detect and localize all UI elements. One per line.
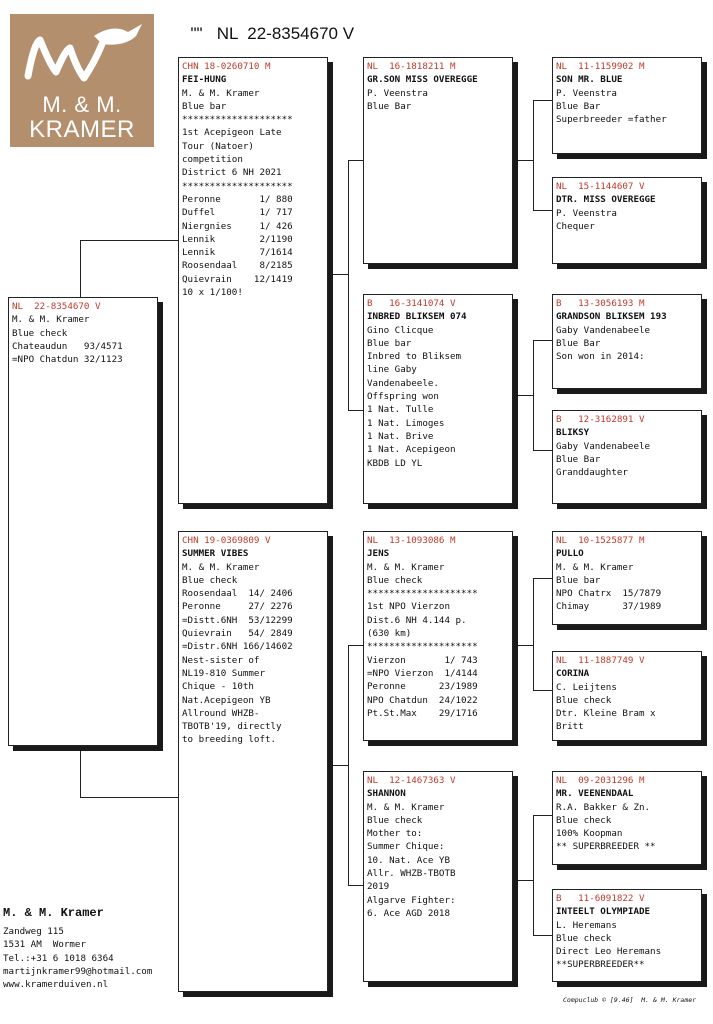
card-ds-sire[interactable] xyxy=(552,531,702,625)
card-ds-dam[interactable] xyxy=(552,651,702,741)
detail-line: M. & M. Kramer xyxy=(367,561,445,573)
ring-number: NL 15-1144607 V xyxy=(556,181,645,192)
logo-text-1: M. & M. xyxy=(42,92,122,117)
detail-line: Vierzon 1/ 743 xyxy=(367,654,478,666)
card-subject[interactable] xyxy=(8,297,158,746)
ring-number: NL 10-1525877 M xyxy=(556,535,645,546)
ring-number: B 13-3056193 M xyxy=(556,298,645,309)
owner-address: Zandweg 115 xyxy=(3,926,64,937)
detail-line: Blue Bar xyxy=(556,337,601,349)
connector xyxy=(533,210,552,211)
detail-line: 2019 xyxy=(367,881,390,893)
connector xyxy=(80,746,81,798)
connector xyxy=(533,340,552,341)
owner-city: 1531 AM Wormer xyxy=(3,939,86,951)
detail-line: Direct Leo Heremans xyxy=(556,946,662,958)
detail-line: Quievrain 54/ 2849 xyxy=(182,628,293,640)
detail-line: Blue check xyxy=(367,574,423,586)
connector xyxy=(533,340,534,450)
detail-line: R.A. Bakker & Zn. xyxy=(556,801,651,813)
owner-phone: Tel.:+31 6 1018 6364 xyxy=(3,952,114,964)
detail-line: Nat.Acepigeon YB xyxy=(182,694,271,706)
detail-line: Britt xyxy=(556,721,584,733)
detail-line: Blue bar xyxy=(556,574,601,586)
detail-line: Blue check xyxy=(556,814,612,826)
detail-line: Inbred to Bliksem xyxy=(367,351,462,363)
card-dam[interactable] xyxy=(178,531,328,992)
detail-line: =Distr.6NH 166/14602 xyxy=(182,641,293,653)
detail-line: Gaby Vandenabeele xyxy=(556,440,651,452)
detail-line: 1 Nat. Tulle xyxy=(367,404,434,416)
detail-line: Son won in 2014: xyxy=(556,351,645,363)
ring-number: NL 11-1887749 V xyxy=(556,655,645,666)
detail-line: Quievrain 12/1419 xyxy=(182,273,293,285)
pigeon-name: SHANNON xyxy=(367,788,406,800)
detail-line: Blue bar xyxy=(182,100,227,112)
owner-email[interactable]: martijnkramer99@hotmail.com xyxy=(3,965,153,977)
connector xyxy=(328,765,348,766)
pigeon-name: JENS xyxy=(367,548,390,560)
connector xyxy=(80,240,81,297)
connector xyxy=(533,100,552,101)
detail-line: Peronne 27/ 2276 xyxy=(182,601,293,613)
connector xyxy=(348,645,363,646)
detail-line: Gino Clicque xyxy=(367,324,434,336)
connector xyxy=(513,395,533,396)
pigeon-name: DTR. MISS OVEREGGE xyxy=(556,194,656,206)
pigeon-name: SON MR. BLUE xyxy=(556,74,623,86)
pigeon-name: INBRED BLIKSEM 074 xyxy=(367,311,467,323)
detail-line: M. & M. Kramer xyxy=(182,561,260,573)
owner-website[interactable]: www.kramerduiven.nl xyxy=(3,979,109,991)
detail-line: 10 x 1/100! xyxy=(182,287,243,299)
pigeon-name: CORINA xyxy=(556,668,590,680)
detail-line: 6. Ace AGD 2018 xyxy=(367,907,450,919)
detail-line: Peronne 1/ 880 xyxy=(182,193,293,205)
detail-line: ******************** xyxy=(367,588,478,600)
detail-line: Granddaughter xyxy=(556,467,628,479)
detail-line: Blue check xyxy=(556,932,612,944)
connector xyxy=(348,160,363,161)
card-dd-dam[interactable] xyxy=(552,889,702,982)
detail-line: Duffel 1/ 717 xyxy=(182,207,293,219)
connector xyxy=(348,410,363,411)
detail-line: Blue check xyxy=(367,814,423,826)
detail-line: Allround WHZB- xyxy=(182,707,260,719)
logo xyxy=(10,14,154,147)
pigeon-name: INTEELT OLYMPIADE xyxy=(556,906,651,918)
detail-line: 1 Nat. Brive xyxy=(367,430,434,442)
pigeon-name: GRANDSON BLIKSEM 193 xyxy=(556,311,667,323)
detail-line: Blue bar xyxy=(367,337,412,349)
detail-line: M. & M. Kramer xyxy=(12,314,90,326)
detail-line: Roosendaal 14/ 2406 xyxy=(182,588,293,600)
ring-number: NL 09-2031296 M xyxy=(556,775,645,786)
pigeon-name: MR. VEENENDAAL xyxy=(556,788,634,800)
pigeon-icon xyxy=(10,14,154,94)
detail-line: 1 Nat. Limoges xyxy=(367,417,445,429)
detail-line: Vandenabeele. xyxy=(367,377,439,389)
connector xyxy=(513,880,533,881)
detail-line: Gaby Vandenabeele xyxy=(556,324,651,336)
ring-number: NL 13-1093086 M xyxy=(367,535,456,546)
detail-line: 1st Acepigeon Late xyxy=(182,127,282,139)
detail-line: Offspring won xyxy=(367,391,439,403)
detail-line: Chequer xyxy=(556,220,595,232)
detail-line: =Distt.6NH 53/12299 xyxy=(182,614,293,626)
connector xyxy=(533,815,534,935)
owner-name: M. & M. Kramer xyxy=(3,906,104,920)
ring-number: NL 16-1818211 M xyxy=(367,61,456,72)
detail-line: Roosendaal 8/2185 xyxy=(182,260,293,272)
card-sd-dam[interactable] xyxy=(552,410,702,504)
detail-line: Tour (Natoer) xyxy=(182,140,254,152)
pigeon-name: PULLO xyxy=(556,548,584,560)
detail-line: TBOTB'19, directly xyxy=(182,721,282,733)
detail-line: Nest-sister of xyxy=(182,654,260,666)
detail-line: P. Veenstra xyxy=(556,87,617,99)
detail-line: to breeding loft. xyxy=(182,734,277,746)
card-sd-sire[interactable] xyxy=(552,294,702,389)
detail-line: line Gaby xyxy=(367,364,417,376)
pigeon-name: SUMMER VIBES xyxy=(182,548,249,560)
detail-line: ******************** xyxy=(182,114,293,126)
title-prefix: "" xyxy=(190,24,203,43)
detail-line: District 6 NH 2021 xyxy=(182,167,282,179)
detail-line: M. & M. Kramer xyxy=(556,561,634,573)
pigeon-name: BLIKSY xyxy=(556,427,590,439)
detail-line: 100% Koopman xyxy=(556,828,623,840)
detail-line: M. & M. Kramer xyxy=(367,801,445,813)
ring-number: CHN 19-0369809 V xyxy=(182,535,271,546)
connector xyxy=(533,100,534,210)
detail-line: Allr. WHZB-TBOTB xyxy=(367,868,456,880)
detail-line: Blue check xyxy=(182,574,238,586)
detail-line: Lennik 7/1614 xyxy=(182,247,293,259)
ring-number: NL 12-1467363 V xyxy=(367,775,456,786)
owner-details xyxy=(3,925,152,991)
detail-line: =NPO Vierzon 1/4144 xyxy=(367,667,478,679)
ring-number: B 16-3141074 V xyxy=(367,298,456,309)
detail-line: 1 Nat. Acepigeon xyxy=(367,444,456,456)
pigeon-name: FEI-HUNG xyxy=(182,74,227,86)
ring-number: B 12-3162891 V xyxy=(556,414,645,425)
connector xyxy=(513,645,533,646)
connector xyxy=(533,690,552,691)
detail-line: Superbreeder =father xyxy=(556,114,667,126)
detail-line: P. Veenstra xyxy=(556,207,617,219)
ring-number: NL 11-1159902 M xyxy=(556,61,645,72)
connector xyxy=(348,885,363,886)
detail-line: Chateaudun 93/4571 xyxy=(12,340,123,352)
card-sire[interactable] xyxy=(178,57,328,504)
connector xyxy=(533,578,552,579)
connector xyxy=(533,578,534,690)
detail-line: Blue Bar xyxy=(556,100,601,112)
connector xyxy=(348,645,349,885)
card-sire-dam[interactable] xyxy=(363,294,513,504)
ring-number: CHN 18-0260710 M xyxy=(182,61,271,72)
pigeon-name: GR.SON MISS OVEREGGE xyxy=(367,74,478,86)
detail-line: NL19-810 Summer xyxy=(182,667,265,679)
detail-line: P. Veenstra xyxy=(367,87,428,99)
detail-line: Mother to: xyxy=(367,828,423,840)
card-ss-sire[interactable] xyxy=(552,57,702,154)
detail-line: M. & M. Kramer xyxy=(182,87,260,99)
detail-line: =NPO Chatdun 32/1123 xyxy=(12,354,123,366)
detail-line: **SUPERBREEDER** xyxy=(556,959,645,971)
detail-line: Blue check xyxy=(12,327,68,339)
detail-line: (630 km) xyxy=(367,628,412,640)
detail-line: Chique - 10th xyxy=(182,681,254,693)
card-dam-dam[interactable] xyxy=(363,771,513,982)
detail-line: NPO Chatdun 24/1022 xyxy=(367,694,478,706)
detail-line: 10. Nat. Ace YB xyxy=(367,854,450,866)
connector xyxy=(513,160,533,161)
detail-line: 1st NPO Vierzon xyxy=(367,601,450,613)
detail-line: KBDB LD YL xyxy=(367,457,423,469)
detail-line: L. Heremans xyxy=(556,919,617,931)
detail-line: ******************** xyxy=(182,180,293,192)
ring-number: NL 22-8354670 V xyxy=(12,301,101,312)
detail-line: competition xyxy=(182,154,243,166)
detail-line: Blue check xyxy=(556,694,612,706)
detail-line: Pt.St.Max 29/1716 xyxy=(367,707,478,719)
detail-line: Dist.6 NH 4.144 p. xyxy=(367,614,467,626)
connector xyxy=(533,815,552,816)
detail-line: C. Leijtens xyxy=(556,681,617,693)
detail-line: Dtr. Kleine Bram x xyxy=(556,708,656,720)
detail-line: Peronne 23/1989 xyxy=(367,681,478,693)
connector xyxy=(533,935,552,936)
connector xyxy=(533,450,552,451)
detail-line: Lennik 2/1190 xyxy=(182,233,293,245)
detail-line: Summer Chique: xyxy=(367,841,445,853)
detail-line: Niergnies 1/ 426 xyxy=(182,220,293,232)
footer-credit: Compuclub © [9.46] M. & M. Kramer xyxy=(563,996,697,1004)
connector xyxy=(328,274,348,275)
detail-line: NPO Chatrx 15/7879 xyxy=(556,588,662,600)
title-ring: NL 22-8354670 V xyxy=(216,24,355,43)
card-sire-sire[interactable] xyxy=(363,57,513,264)
detail-line: Chimay 37/1989 xyxy=(556,601,662,613)
connector xyxy=(80,240,178,241)
logo-text-2: KRAMER xyxy=(29,116,135,143)
card-dd-sire[interactable] xyxy=(552,771,702,865)
detail-line: ******************** xyxy=(367,641,478,653)
detail-line: Blue Bar xyxy=(556,453,601,465)
connector xyxy=(348,160,349,410)
detail-line: Blue Bar xyxy=(367,100,412,112)
detail-line: Algarve Fighter: xyxy=(367,894,456,906)
ring-number: B 11-6091822 V xyxy=(556,893,645,904)
card-dam-sire[interactable] xyxy=(363,531,513,741)
page-title xyxy=(181,4,354,44)
connector xyxy=(80,797,178,798)
detail-line: ** SUPERBREEDER ** xyxy=(556,841,656,853)
card-ss-dam[interactable] xyxy=(552,177,702,264)
